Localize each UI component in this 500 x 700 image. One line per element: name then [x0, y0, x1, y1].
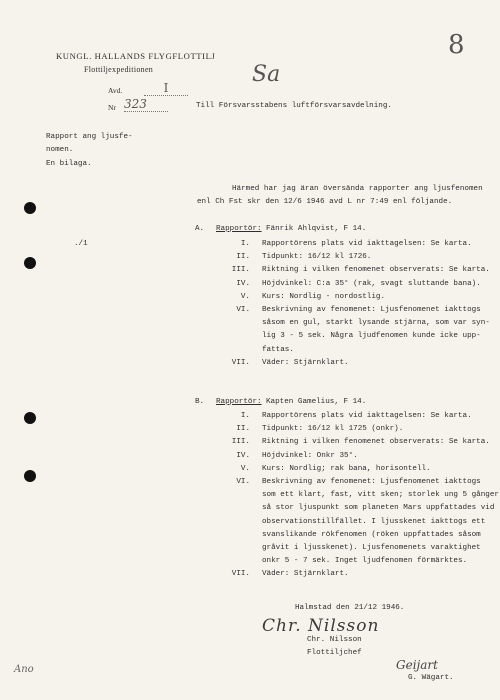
item-number: IV.	[236, 279, 250, 288]
item-text: Riktning i vilken fenomenet observerats: Se karta.	[262, 266, 490, 275]
item-text: Tidpunkt: 16/12 kl 1725 (onkr).	[262, 425, 404, 434]
item-number: VI.	[236, 306, 250, 314]
corner-handwritten-mark: Ano	[14, 664, 34, 675]
item-number: III.	[231, 438, 250, 447]
item-text: Väder: Stjärnklart.	[262, 570, 349, 579]
item-text: såsom en gul, starkt lysande stjärna, som var syn-	[262, 319, 490, 328]
item-text: Kurs: Nordlig - nordostlig.	[262, 292, 386, 301]
item-text: Tidpunkt: 16/12 kl 1726.	[262, 253, 372, 262]
place-date: Halmstad den 21/12 1946.	[295, 604, 405, 612]
page-number-handwritten: 8	[448, 30, 465, 60]
item-text: Väder: Stjärnklart.	[262, 358, 349, 367]
item-number: I.	[240, 412, 250, 420]
item-text: onkr 5 - 7 sek. Inget ljudfenomen förmärktes.	[262, 557, 468, 566]
signatory-title: Flottiljchef	[307, 649, 362, 657]
punch-hole	[24, 257, 36, 269]
item-number: VI.	[236, 478, 250, 486]
item-text: Höjdvinkel: C:a 35° (rak, svagt sluttande bana).	[262, 279, 481, 288]
item-text: fattas.	[262, 345, 294, 354]
nr-label: Nr	[108, 103, 116, 112]
item-text: lig 3 - 5 sek. Några ljudfenomen kunde icke upp-	[262, 332, 481, 341]
intro-line: enl Ch Fst skr den 12/6 1946 avd L nr 7:49 enl följande.	[197, 198, 453, 206]
item-text: svanslikande rökfenomen (röken uppfattades såsom	[262, 530, 481, 539]
item-text: observationstillfället. I ljusskenet iakttogs ett	[262, 517, 486, 526]
item-text: gråvit i ljusskenet). Ljusfenomenets varaktighet	[262, 544, 481, 552]
report-a-name: Fänrik Ahlqvist, F 14.	[266, 225, 367, 233]
org-name: KUNGL. HALLANDS FLYGFLOTTILJ	[56, 51, 216, 61]
item-number: IV.	[236, 451, 250, 460]
subject-line: Rapport ang ljusfe-	[46, 133, 133, 141]
item-text: Beskrivning av fenomenet: Ljusfenomenet iakttogs	[262, 306, 481, 314]
item-number: III.	[231, 266, 250, 275]
punch-hole	[24, 202, 36, 214]
subject-line: nomen.	[46, 146, 74, 154]
report-b-name: Kapten Gamelius, F 14.	[266, 398, 367, 406]
item-number: VII.	[231, 358, 250, 367]
item-text: som ett klart, fast, vitt sken; storlek ung 5 gånger	[262, 491, 499, 500]
margin-note: ./1	[74, 240, 88, 248]
item-text: Höjdvinkel: Onkr 35°.	[262, 451, 358, 460]
item-text: Beskrivning av fenomenet: Ljusfenomenet iakttogs	[262, 478, 481, 486]
item-number: VII.	[231, 570, 250, 579]
item-text: Rapportörens plats vid iakttagelsen: Se karta.	[262, 412, 472, 420]
item-number: II.	[236, 425, 250, 434]
avd-value: I	[144, 81, 188, 96]
item-number: II.	[236, 253, 250, 262]
intro-line: Härmed har jag äran översända rapporter ang ljusfenomen	[232, 185, 483, 193]
attachment-note: En bilaga.	[46, 160, 92, 168]
item-text: så stor ljuspunkt som planeten Mars uppfattades vid	[262, 504, 495, 513]
handwritten-initials: Sa	[252, 62, 281, 87]
punch-hole	[24, 470, 36, 482]
cosigner-name: G. Wägart.	[408, 674, 454, 682]
handwritten-signature: Chr. Nilsson	[262, 616, 380, 636]
cosign-handwritten: Geijart	[396, 658, 438, 672]
avd-label: Avd.	[108, 86, 123, 95]
report-b-label: Rapportör:	[216, 398, 262, 406]
item-number: V.	[240, 292, 250, 301]
recipient-line: Till Försvarsstabens luftförsvarsavdelning.	[196, 102, 392, 110]
report-b-letter: B.	[195, 398, 205, 406]
item-text: Riktning i vilken fenomenet observerats: Se karta.	[262, 438, 490, 447]
report-a-letter: A.	[195, 225, 205, 233]
signatory-name: Chr. Nilsson	[307, 636, 362, 644]
item-number: V.	[240, 464, 250, 473]
report-a-label: Rapportör:	[216, 225, 262, 233]
item-number: I.	[240, 240, 250, 248]
nr-value: 323	[124, 97, 168, 112]
item-text: Kurs: Nordlig; rak bana, horisontell.	[262, 464, 431, 473]
punch-hole	[24, 412, 36, 424]
item-text: Rapportörens plats vid iakttagelsen: Se karta.	[262, 240, 472, 248]
org-department: Flottiljexpeditionen	[84, 65, 154, 74]
